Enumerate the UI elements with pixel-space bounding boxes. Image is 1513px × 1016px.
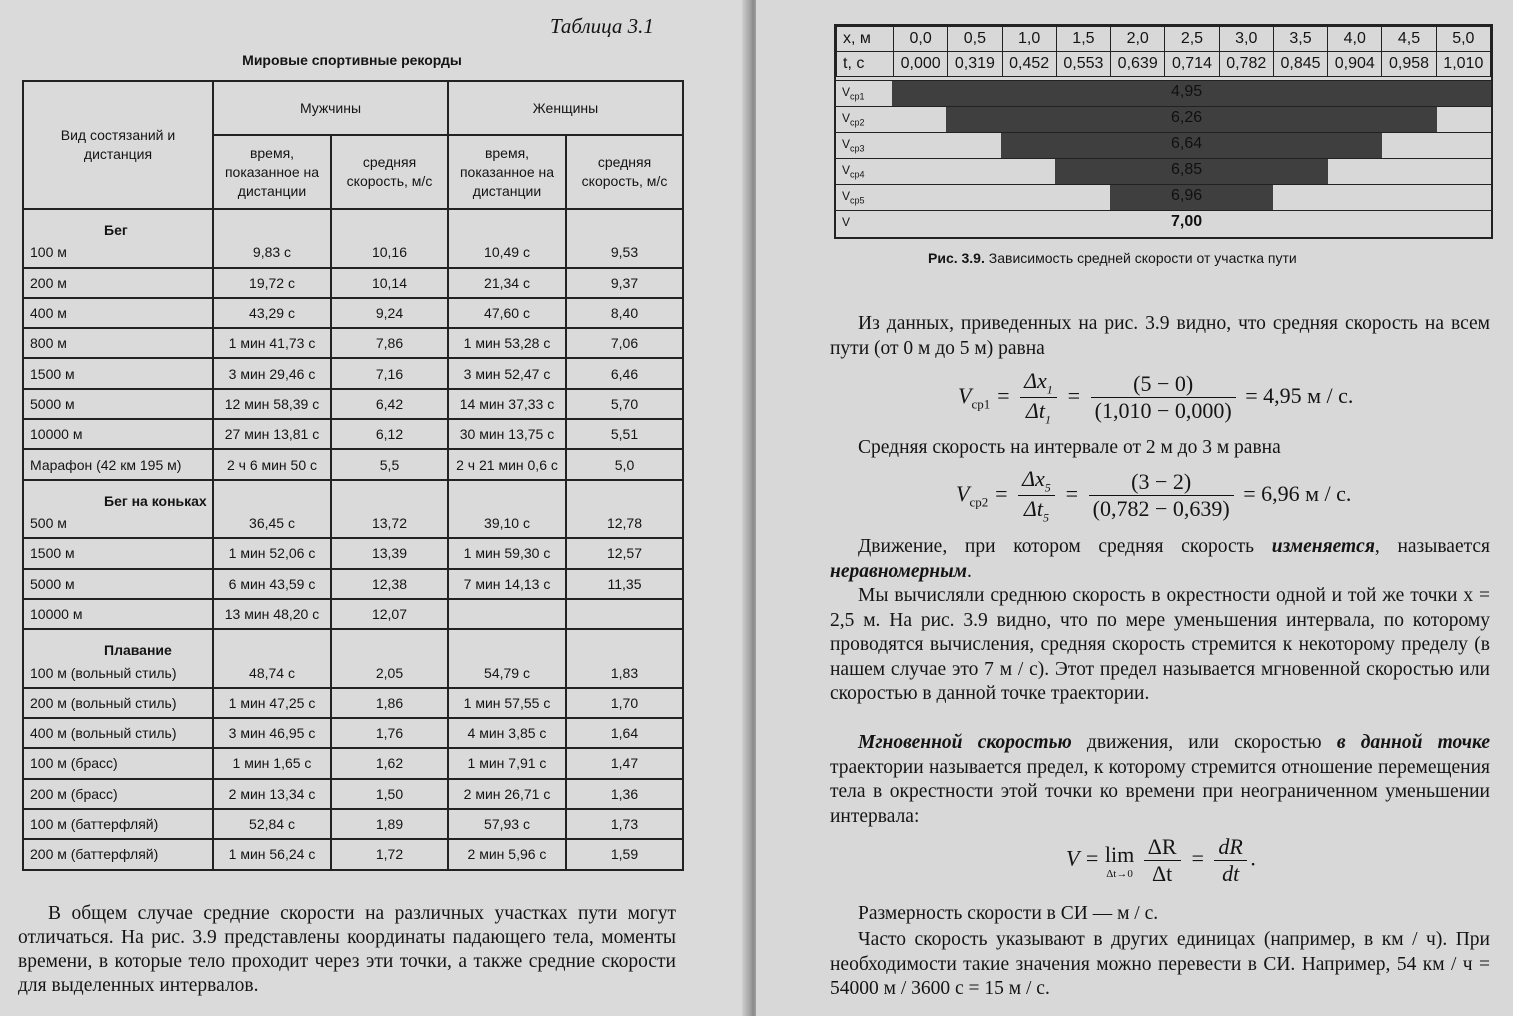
women-time-cell: 30 мин 13,75 с <box>448 419 566 449</box>
women-speed-cell <box>566 599 683 629</box>
f1-den2: (1,010 − 0,000) <box>1094 398 1232 424</box>
women-time-cell: 4 мин 3,85 с <box>448 718 566 748</box>
table-row <box>23 688 683 718</box>
men-speed-cell: 1,76 <box>331 718 448 748</box>
table-row <box>23 809 683 839</box>
women-time-cell: 57,93 с <box>448 809 566 839</box>
paragraph-4-text: Мы вычисляли среднюю скорость в окрестности одной и той же точки x = 2,5 м. На рис. 3.9 видно, что по мере уменьшения интервала, по которому проводятся вычисления, средняя скорость стремится к некоторому пределу (в нашем случае это 7 м / с). Этот предел называется мгновенной скоростью или скоростью в данной точке траектории. <box>830 585 1490 704</box>
header-women: Женщины <box>448 81 683 135</box>
event-cell: 5000 м <box>23 569 213 599</box>
table-row <box>23 748 683 778</box>
v-row-label <box>842 189 865 205</box>
header-event: Вид состязаний и дистанция <box>23 81 213 209</box>
header-men: Мужчины <box>213 81 448 135</box>
table-row <box>23 779 683 809</box>
women-speed-cell: 7,06 <box>566 328 683 358</box>
men-time-cell: 1 мин 41,73 с <box>213 328 331 358</box>
p5-term: Мгновенной скоростью <box>858 732 1072 753</box>
women-speed-cell: 5,0 <box>566 449 683 479</box>
table-row <box>23 538 683 568</box>
f3-frac2 <box>1214 834 1246 887</box>
event-cell: Марафон (42 км 195 м) <box>23 449 213 479</box>
section-heading-spacer <box>448 209 566 238</box>
t-value-cell: 0,452 <box>1002 52 1056 77</box>
event-cell: 1500 м <box>23 538 213 568</box>
men-time-cell: 9,83 с <box>213 238 331 267</box>
v-row-label-sub: ср1 <box>850 91 865 102</box>
men-speed-cell: 6,12 <box>331 419 448 449</box>
event-cell: 5000 м <box>23 389 213 419</box>
f1-result: = 4,95 м / с. <box>1245 382 1354 408</box>
table-row <box>23 328 683 358</box>
paragraph-4 <box>830 584 1490 707</box>
t-value-cell: 0,000 <box>894 52 948 77</box>
records-table <box>22 80 684 871</box>
women-speed-cell: 1,70 <box>566 688 683 718</box>
left-paragraph: В общем случае средние скорости на различных участках пути могут отличаться. На рис. 3.9 представлены координаты падающего тела, моменты времени, в которые тело проходит через эти точки, а также средние скорости для выделенных интервалов. <box>18 903 676 996</box>
men-speed-cell: 12,38 <box>331 569 448 599</box>
men-time-cell: 12 мин 58,39 с <box>213 389 331 419</box>
women-time-cell: 2 ч 21 мин 0,6 с <box>448 449 566 479</box>
men-speed-cell: 1,89 <box>331 809 448 839</box>
f2-frac2 <box>1089 469 1234 522</box>
event-cell: 200 м (брасс) <box>23 779 213 809</box>
men-time-cell: 36,45 с <box>213 509 331 538</box>
women-time-cell: 14 мин 37,33 с <box>448 389 566 419</box>
paragraph-5-text <box>830 731 1490 829</box>
table-number: Таблица 3.1 <box>550 14 654 38</box>
event-cell: 800 м <box>23 328 213 358</box>
section-heading-spacer <box>213 209 331 238</box>
women-time-cell: 2 мин 26,71 с <box>448 779 566 809</box>
women-time-cell: 54,79 с <box>448 658 566 687</box>
t-label: t, с <box>837 52 894 77</box>
women-time-cell: 1 мин 53,28 с <box>448 328 566 358</box>
men-speed-cell: 13,39 <box>331 538 448 568</box>
f1-num1: Δx <box>1024 368 1047 393</box>
v-row-value: 6,96 <box>1171 187 1203 204</box>
table-row <box>23 658 683 687</box>
x-value-cell: 4,0 <box>1328 27 1382 52</box>
x-value-cell: 0,5 <box>948 27 1002 52</box>
v-row-label-main: V <box>842 215 851 229</box>
v-row-label-main: V <box>842 137 851 151</box>
figure-3-9 <box>834 24 1493 239</box>
paragraph-3-text <box>830 535 1490 584</box>
f2-lhs: V <box>956 480 970 506</box>
table-title: Мировые спортивные рекорды <box>242 52 462 68</box>
x-row <box>837 27 1491 52</box>
figure-caption-number: Рис. 3.9. <box>928 250 985 266</box>
t-value-cell: 1,010 <box>1436 52 1490 77</box>
women-time-cell: 3 мин 52,47 с <box>448 358 566 388</box>
v-row-value: 6,85 <box>1171 161 1203 178</box>
table-row <box>23 449 683 479</box>
paragraph-6-text: Размерность скорости в СИ — м / с. <box>858 903 1159 924</box>
section-heading-spacer <box>331 480 448 509</box>
men-time-cell: 1 мин 1,65 с <box>213 748 331 778</box>
table-row <box>23 509 683 538</box>
f2-result: = 6,96 м / с. <box>1243 480 1352 506</box>
f3-frac1 <box>1144 834 1181 887</box>
event-cell: 100 м (брасс) <box>23 748 213 778</box>
left-page <box>0 0 748 1016</box>
section-heading-spacer <box>213 629 331 658</box>
women-time-cell: 21,34 с <box>448 268 566 298</box>
v-row <box>836 210 1491 236</box>
section-heading-spacer <box>448 629 566 658</box>
section-heading-spacer <box>331 209 448 238</box>
men-speed-cell: 1,62 <box>331 748 448 778</box>
women-speed-cell: 8,40 <box>566 298 683 328</box>
v-row-label <box>842 215 850 231</box>
v-row-label <box>842 163 865 179</box>
section-heading-spacer <box>213 480 331 509</box>
men-time-cell: 3 мин 29,46 с <box>213 358 331 388</box>
v-row <box>836 80 1491 106</box>
v-row-value: 7,00 <box>1171 213 1203 230</box>
women-time-cell: 39,10 с <box>448 509 566 538</box>
paragraph-6 <box>830 902 1490 927</box>
x-value-cell: 2,5 <box>1165 27 1219 52</box>
men-speed-cell: 9,24 <box>331 298 448 328</box>
men-speed-cell: 13,72 <box>331 509 448 538</box>
men-speed-cell: 1,50 <box>331 779 448 809</box>
f2-num2: (3 − 2) <box>1089 469 1234 496</box>
paragraph-1 <box>830 312 1490 361</box>
table-row <box>23 419 683 449</box>
section-heading-spacer <box>566 629 683 658</box>
v-row-label <box>842 85 865 101</box>
f1-num2: (5 − 0) <box>1091 371 1236 398</box>
table-row <box>23 268 683 298</box>
t-value-cell: 0,904 <box>1328 52 1382 77</box>
f2-num1-sub: 5 <box>1044 480 1051 495</box>
f2-den2: (0,782 − 0,639) <box>1092 496 1230 522</box>
women-speed-cell: 1,64 <box>566 718 683 748</box>
event-cell: 500 м <box>23 509 213 538</box>
section-heading-spacer <box>566 480 683 509</box>
p3-part-c: , называется <box>1374 536 1490 557</box>
women-speed-cell: 9,37 <box>566 268 683 298</box>
v-row-value: 6,64 <box>1171 135 1203 152</box>
men-time-cell: 27 мин 13,81 с <box>213 419 331 449</box>
men-speed-cell: 7,86 <box>331 328 448 358</box>
f3-den2: dt <box>1222 861 1240 886</box>
men-time-cell: 2 мин 13,34 с <box>213 779 331 809</box>
f1-lhs: V <box>958 382 972 408</box>
men-time-cell: 1 мин 52,06 с <box>213 538 331 568</box>
men-time-cell: 19,72 с <box>213 268 331 298</box>
event-cell: 400 м <box>23 298 213 328</box>
paragraph-2-text: Средняя скорость на интервале от 2 м до 3 м равна <box>858 437 1281 458</box>
t-value-cell: 0,958 <box>1382 52 1436 77</box>
header-women-time: время, показанное на дистанции <box>448 135 566 209</box>
v-row-label-sub: ср3 <box>850 143 865 154</box>
men-speed-cell: 5,5 <box>331 449 448 479</box>
women-time-cell: 10,49 с <box>448 238 566 267</box>
v-row <box>836 184 1491 210</box>
t-value-cell: 0,714 <box>1165 52 1219 77</box>
women-speed-cell: 5,51 <box>566 419 683 449</box>
x-value-cell: 2,0 <box>1111 27 1165 52</box>
women-speed-cell: 12,57 <box>566 538 683 568</box>
women-time-cell: 1 мин 57,55 с <box>448 688 566 718</box>
women-speed-cell: 1,73 <box>566 809 683 839</box>
f2-lhs-sub: ср2 <box>969 494 989 510</box>
v-row-label-sub: ср2 <box>850 117 865 128</box>
x-value-cell: 5,0 <box>1436 27 1490 52</box>
header-women-speed: средняя скорость, м/с <box>566 135 683 209</box>
paragraph-3 <box>830 535 1490 584</box>
women-time-cell: 47,60 с <box>448 298 566 328</box>
p3-part-a: Движение, при котором средняя скорость <box>858 536 1272 557</box>
event-cell: 1500 м <box>23 358 213 388</box>
women-time-cell: 1 мин 59,30 с <box>448 538 566 568</box>
women-speed-cell: 12,78 <box>566 509 683 538</box>
header-men-time: время, показанное на дистанции <box>213 135 331 209</box>
p3-part-e: . <box>967 560 972 582</box>
men-speed-cell: 10,16 <box>331 238 448 267</box>
event-cell: 10000 м <box>23 599 213 629</box>
event-cell: 200 м (вольный стиль) <box>23 688 213 718</box>
f1-lhs-sub: ср1 <box>971 396 991 412</box>
event-cell: 100 м (вольный стиль) <box>23 658 213 687</box>
p5-emph: в данной точке <box>1336 732 1490 753</box>
f1-num1-sub: 1 <box>1046 382 1053 397</box>
f1-frac1 <box>1020 368 1057 428</box>
men-time-cell: 6 мин 43,59 с <box>213 569 331 599</box>
figure-caption <box>928 250 1297 266</box>
f3-num1: ΔR <box>1144 834 1181 861</box>
v-row-label-sub: ср4 <box>850 169 865 180</box>
table-row <box>23 389 683 419</box>
women-speed-cell: 1,36 <box>566 779 683 809</box>
men-time-cell: 13 мин 48,20 с <box>213 599 331 629</box>
section-heading-spacer <box>448 480 566 509</box>
men-speed-cell: 2,05 <box>331 658 448 687</box>
v-row-value: 6,26 <box>1171 109 1203 126</box>
men-time-cell: 1 мин 47,25 с <box>213 688 331 718</box>
header-men-speed: средняя скорость, м/с <box>331 135 448 209</box>
women-speed-cell: 5,70 <box>566 389 683 419</box>
paragraph-7-text: Часто скорость указывают в других единицах (например, в км / ч). При необходимости такие значения можно перевести в СИ. Например, 54 км / ч = 54000 м / 3600 с = 15 м / с. <box>830 929 1490 999</box>
section-heading: Плавание <box>23 629 213 658</box>
women-time-cell: 1 мин 7,91 с <box>448 748 566 778</box>
f2-frac1 <box>1018 466 1055 526</box>
table-row <box>23 569 683 599</box>
f3-lim-word: lim <box>1104 841 1135 867</box>
women-time-cell: 2 мин 5,96 с <box>448 839 566 869</box>
xt-table <box>836 26 1491 77</box>
paragraph-2 <box>830 436 1490 461</box>
x-value-cell: 1,0 <box>1002 27 1056 52</box>
men-speed-cell: 6,42 <box>331 389 448 419</box>
event-cell: 200 м (баттерфляй) <box>23 839 213 869</box>
section-heading: Бег <box>23 209 213 238</box>
table-row <box>23 358 683 388</box>
t-row <box>837 52 1491 77</box>
women-speed-cell: 1,83 <box>566 658 683 687</box>
event-cell: 10000 м <box>23 419 213 449</box>
paragraph-5 <box>830 731 1490 829</box>
men-speed-cell: 1,72 <box>331 839 448 869</box>
p5-part-d: траектории называется предел, к которому стремится отношение перемещения тела в окрестности этой точки ко времени при неограниченном уменьшении интервала: <box>830 756 1490 827</box>
f3-den1: Δt <box>1152 861 1173 886</box>
t-value-cell: 0,782 <box>1219 52 1273 77</box>
f2-den1-sub: 5 <box>1042 510 1049 525</box>
v-row-label-main: V <box>842 163 851 177</box>
f3-lim <box>1105 842 1134 880</box>
v-row-label <box>842 111 865 127</box>
men-speed-cell: 7,16 <box>331 358 448 388</box>
f1-frac2 <box>1091 371 1236 424</box>
table-row <box>23 298 683 328</box>
men-time-cell: 1 мин 56,24 с <box>213 839 331 869</box>
p5-part-b: движения, или скоростью <box>1071 732 1337 753</box>
section-heading-spacer <box>566 209 683 238</box>
table-row <box>23 839 683 869</box>
women-time-cell <box>448 599 566 629</box>
x-value-cell: 0,0 <box>894 27 948 52</box>
v-row <box>836 106 1491 132</box>
figure-caption-text: Зависимость средней скорости от участка пути <box>988 250 1297 266</box>
v-row-label-main: V <box>842 85 851 99</box>
formula-2: $V_{ср2}$ = $\frac{\Delta x_5}{\Delta t_5}$ = $\frac{(3 - 2)}{(0,782 - 0,639)}$ = 6,96 м / с. <box>956 466 1352 525</box>
f2-den1: Δt <box>1023 496 1043 522</box>
formula-3: V = lim Δt→0 $\frac{\Delta R}{\Delta t}$ = $\frac{dR}{dt}$ . <box>1066 834 1257 886</box>
f3-num2: dR <box>1214 834 1246 861</box>
paragraph-1-text: Из данных, приведенных на рис. 3.9 видно, что средняя скорость на всем пути (от 0 м до 5 м) равна <box>830 313 1490 359</box>
men-time-cell: 52,84 с <box>213 809 331 839</box>
x-value-cell: 4,5 <box>1382 27 1436 52</box>
f3-lim-sub: Δt→0 <box>1106 867 1133 880</box>
section-heading-spacer <box>331 629 448 658</box>
v-row-label <box>842 137 865 153</box>
event-cell: 200 м <box>23 268 213 298</box>
t-value-cell: 0,845 <box>1273 52 1327 77</box>
t-value-cell: 0,639 <box>1111 52 1165 77</box>
f3-lhs: V = <box>1066 845 1105 871</box>
formula-1: $V_{ср1}$ = $\frac{\Delta x_1}{\Delta t_1}$ = $\frac{(5 - 0)}{(1,010 - 0,000)}$ = 4,95 м / с. <box>958 368 1354 427</box>
x-value-cell: 3,5 <box>1273 27 1327 52</box>
men-time-cell: 2 ч 6 мин 50 с <box>213 449 331 479</box>
event-cell: 400 м (вольный стиль) <box>23 718 213 748</box>
f1-den1: Δt <box>1025 398 1045 424</box>
event-cell: 100 м (баттерфляй) <box>23 809 213 839</box>
men-speed-cell: 12,07 <box>331 599 448 629</box>
section-heading: Бег на коньках <box>23 480 213 509</box>
women-time-cell: 7 мин 14,13 с <box>448 569 566 599</box>
v-row <box>836 158 1491 184</box>
x-label: x, м <box>837 27 894 52</box>
v-row-label-main: V <box>842 111 851 125</box>
table-row <box>23 238 683 267</box>
event-cell: 100 м <box>23 238 213 267</box>
table-row <box>23 599 683 629</box>
v-row-label-sub: ср5 <box>850 195 865 206</box>
women-speed-cell: 9,53 <box>566 238 683 267</box>
f1-den1-sub: 1 <box>1044 412 1051 427</box>
paragraph-7 <box>830 928 1490 1002</box>
v-row <box>836 132 1491 158</box>
t-value-cell: 0,553 <box>1056 52 1110 77</box>
f2-num1: Δx <box>1022 466 1045 491</box>
men-time-cell: 48,74 с <box>213 658 331 687</box>
v-row-value: 4,95 <box>1171 83 1203 100</box>
women-speed-cell: 6,46 <box>566 358 683 388</box>
v-row-label-main: V <box>842 189 851 203</box>
x-value-cell: 3,0 <box>1219 27 1273 52</box>
women-speed-cell: 11,35 <box>566 569 683 599</box>
p3-emph-changes: изменяется <box>1271 536 1375 557</box>
p3-emph-nonuniform: неравномерным <box>830 560 968 582</box>
women-speed-cell: 1,59 <box>566 839 683 869</box>
men-speed-cell: 10,14 <box>331 268 448 298</box>
men-time-cell: 3 мин 46,95 с <box>213 718 331 748</box>
women-speed-cell: 1,47 <box>566 748 683 778</box>
table-row <box>23 718 683 748</box>
x-value-cell: 1,5 <box>1056 27 1110 52</box>
men-speed-cell: 1,86 <box>331 688 448 718</box>
men-time-cell: 43,29 с <box>213 298 331 328</box>
t-value-cell: 0,319 <box>948 52 1002 77</box>
